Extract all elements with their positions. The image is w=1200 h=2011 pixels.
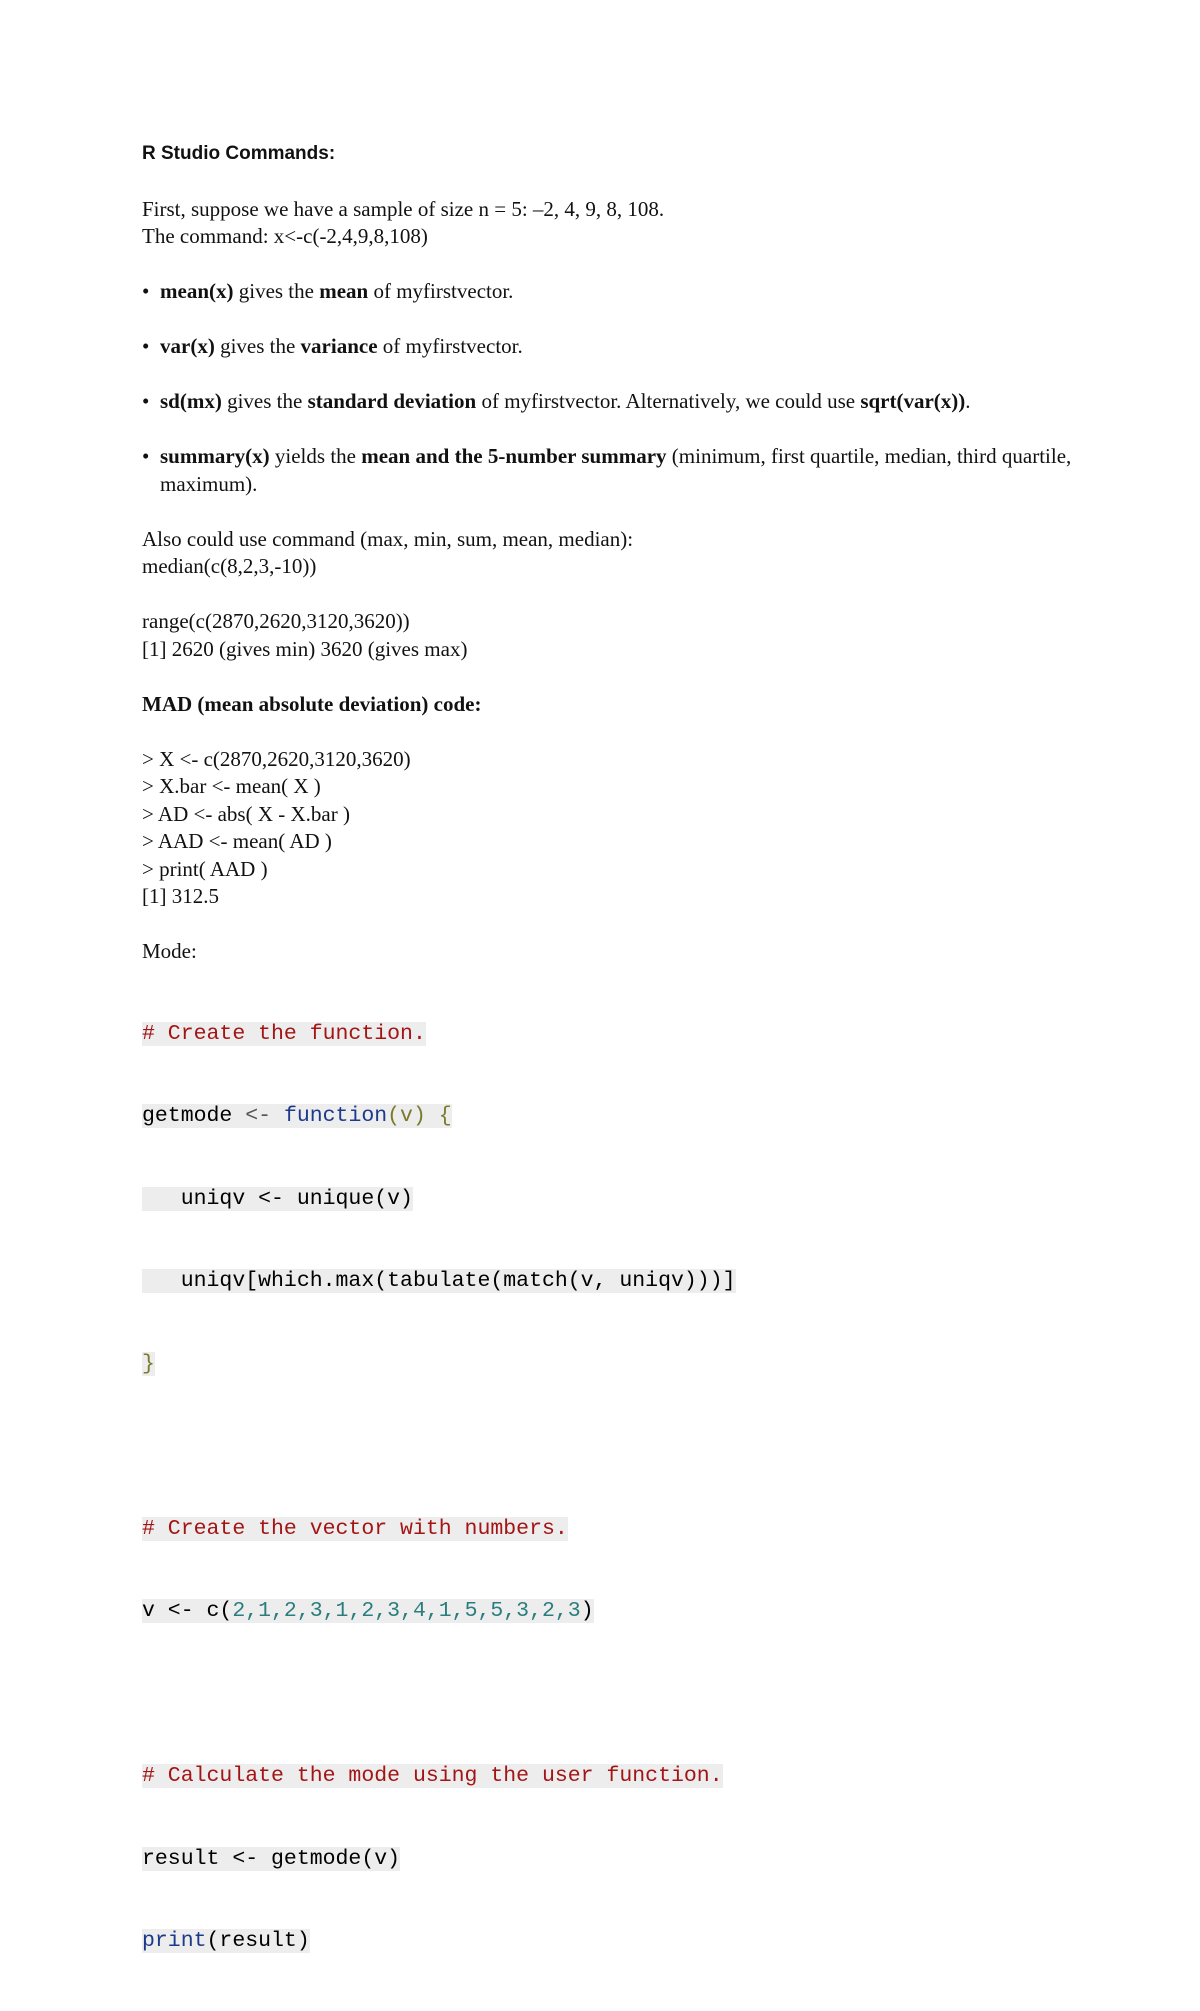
mode-section — [142, 938, 1102, 2011]
also-line-3: range(c(2870,2620,3120,3620)) — [142, 609, 410, 633]
code-line: result <- getmode(v) — [142, 1846, 401, 1871]
also-line-2: median(c(8,2,3,-10)) — [142, 554, 317, 578]
bullet-mean: • mean(x) gives the mean of myfirstvector. — [142, 278, 1102, 306]
also-line-1: Also could use command (max, min, sum, mean, median): — [142, 526, 634, 551]
bullet-var: • var(x) gives the variance of myfirstvector. — [142, 333, 1102, 361]
code-comment: # Calculate the mode using the user function. — [142, 1764, 723, 1788]
mad-line: > X <- c(2870,2620,3120,3620) — [142, 746, 411, 771]
intro-line-2: The command: x<-c(-2,4,9,8,108) — [142, 224, 428, 248]
mad-heading: MAD (mean absolute deviation) code: — [142, 691, 482, 716]
mad-section — [142, 691, 1102, 911]
cmd-summary: summary(x) — [160, 444, 270, 468]
code-line: } — [142, 1351, 155, 1376]
also-line-4: [1] 2620 (gives min) 3620 (gives max) — [142, 636, 468, 661]
code-line: uniqv <- unique(v) — [142, 1186, 413, 1211]
document-page — [142, 140, 1102, 2011]
cmd-sqrt: sqrt(var(x)) — [860, 389, 966, 413]
mad-line: [1] 312.5 — [142, 884, 219, 908]
mad-line: > AAD <- mean( AD ) — [142, 829, 332, 853]
code-line: uniqv[which.max(tabulate(match(v, uniqv)))] — [142, 1269, 736, 1293]
mode-label: Mode: — [142, 939, 197, 963]
command-bullet-list — [142, 278, 1102, 498]
mode-code-block: # Create the function. getmode <- function(v) { uniqv <- unique(v) uniqv[which.max(tabulate(match(v, uniqv)))] } # Create the vector with numbers. v <- c(2,1,2,3,1,2,3,4,1,5,5,3,2,3) # Calculate the mode using the user function. result <- getmode(v) print(result) — [142, 1021, 736, 1953]
mad-line: > print( AAD ) — [142, 856, 268, 881]
mad-line: > X.bar <- mean( X ) — [142, 774, 321, 798]
bullet-summary: • summary(x) yields the mean and the 5-number summary (minimum, first quartile, median, third quartile, maximum). — [142, 443, 1102, 498]
also-section — [142, 526, 1102, 664]
intro-section — [142, 196, 1102, 251]
mad-line: > AD <- abs( X - X.bar ) — [142, 801, 350, 826]
page-title: R Studio Commands: — [142, 143, 336, 164]
code-comment: # Create the vector with numbers. — [142, 1516, 568, 1541]
bullet-sd: • sd(mx) gives the standard deviation of myfirstvector. Alternatively, we could use sqrt(var(x)). — [142, 388, 1102, 416]
cmd-mean: mean(x) — [160, 279, 234, 303]
cmd-sd: sd(mx) — [160, 389, 222, 413]
code-numbers: 2,1,2,3,1,2,3,4,1,5,5,3,2,3 — [232, 1599, 581, 1623]
code-comment: # Create the function. — [142, 1021, 426, 1046]
cmd-var: var(x) — [160, 334, 215, 358]
intro-line-1: First, suppose we have a sample of size n = 5: –2, 4, 9, 8, 108. — [142, 196, 665, 221]
code-keyword: function — [283, 1104, 388, 1128]
code-keyword: print — [142, 1929, 207, 1953]
